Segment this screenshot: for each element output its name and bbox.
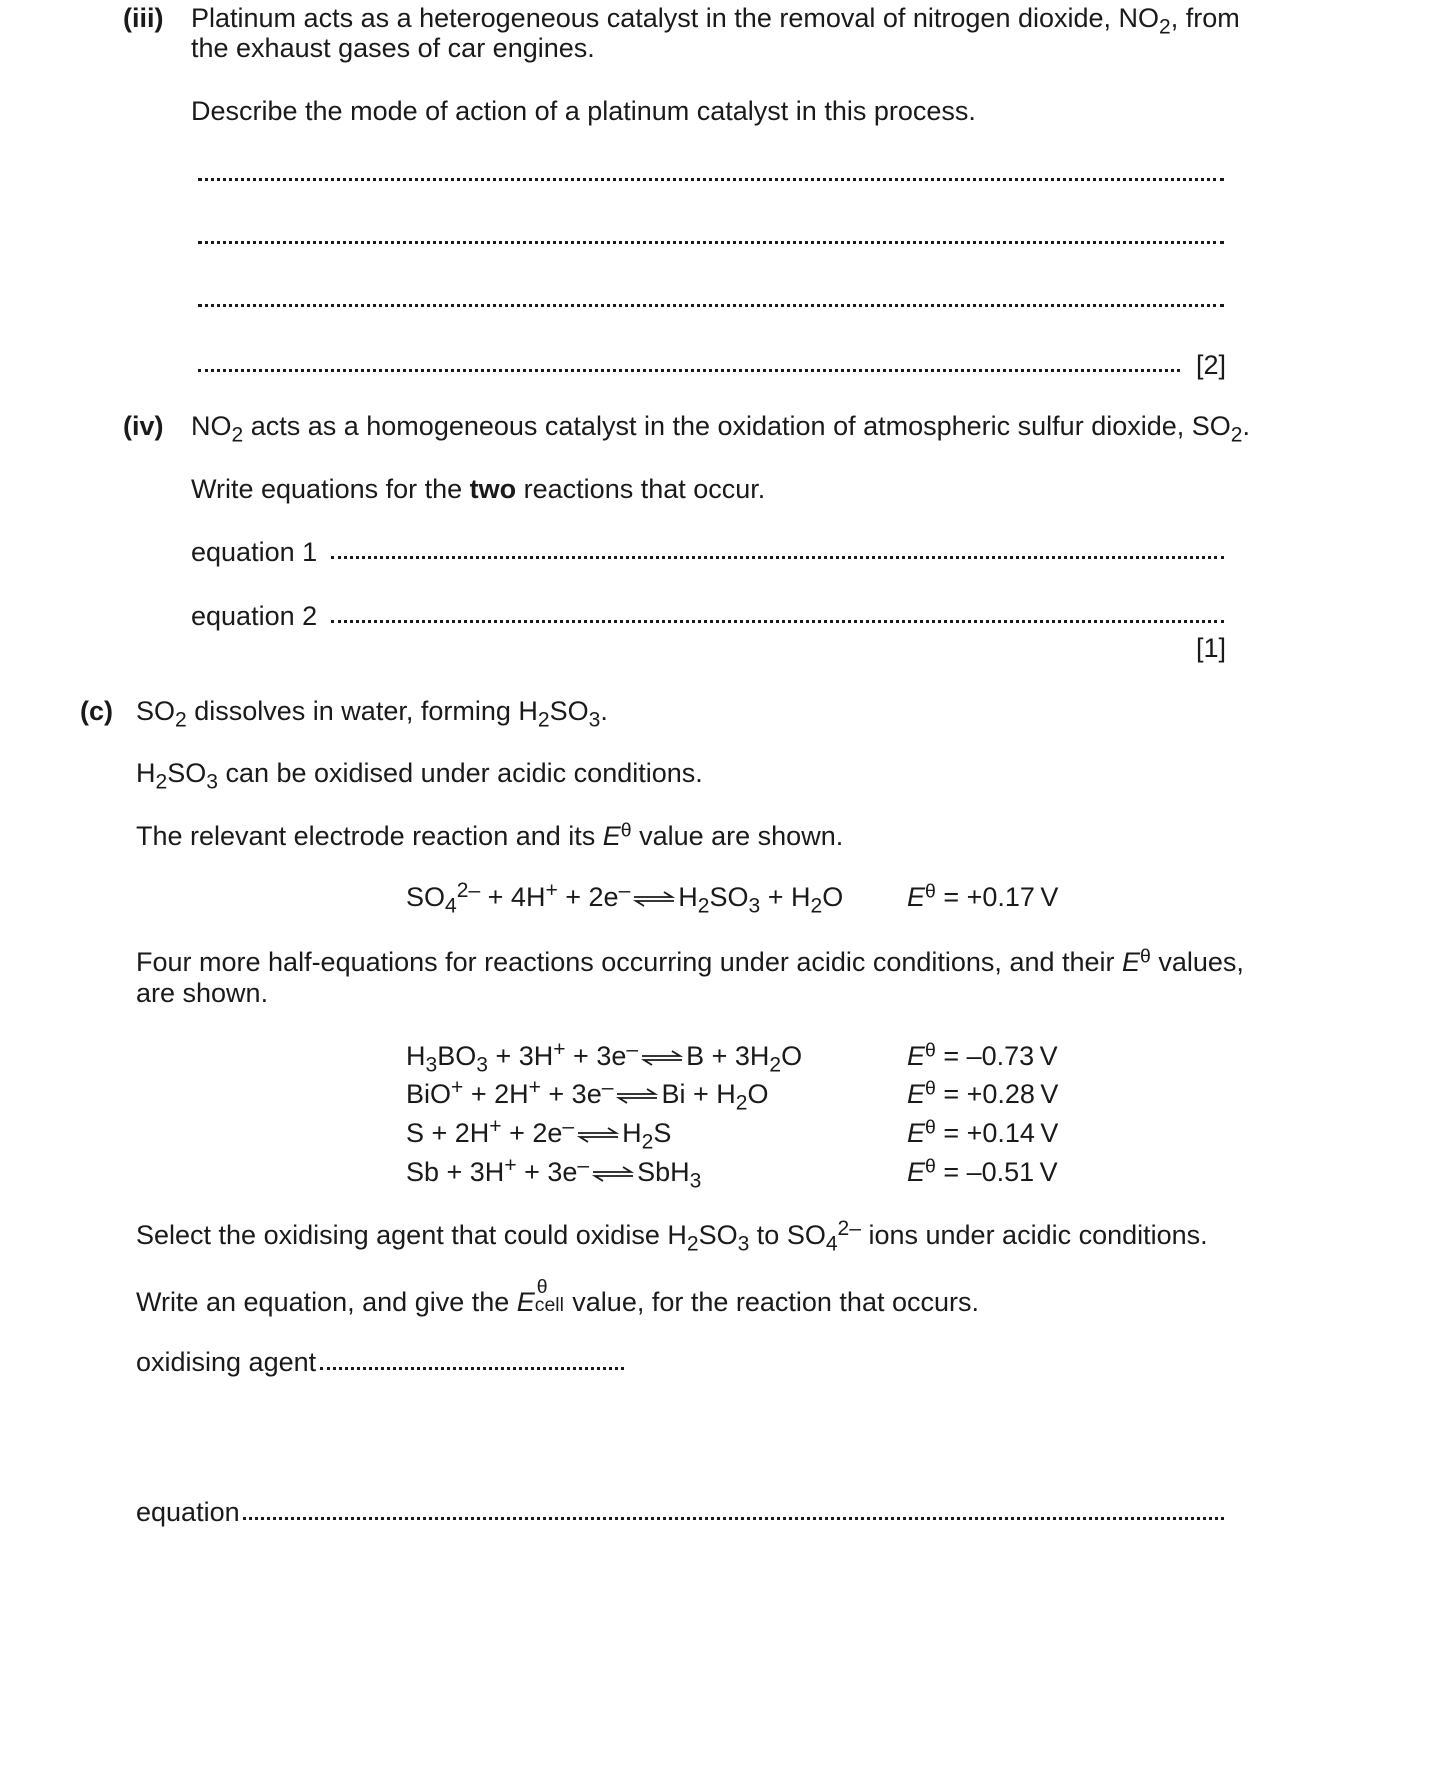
- equilibrium-arrow-icon: [615, 1088, 659, 1104]
- half-equation-boric-acid: $H_3BO_3 + 3H^+ + 3e^-$ $B + 3H_2O$: [406, 1038, 803, 1077]
- equation-1-answer-line[interactable]: [331, 556, 1224, 559]
- equation-2-label: equation 2: [191, 601, 318, 631]
- part-iv-question: Write equations for the two reactions that occur.: [191, 474, 766, 504]
- answer-line-iii-3[interactable]: [198, 304, 1224, 307]
- part-c-line2: $H_2SO_3$ can be oxidised under acidic conditions.: [136, 758, 703, 794]
- oxidising-agent-answer-line[interactable]: [320, 1367, 624, 1370]
- half-equation-antimony: Sb + 3H+ + 3e– SbH$_3$: [406, 1154, 702, 1193]
- e-value-antimony: $E^\theta = -0.51$ V: [907, 1155, 1058, 1187]
- half-equation-sulfur: S + 2H+ + 2e– $H_2S$: [406, 1115, 672, 1154]
- equilibrium-arrow-icon: [640, 1050, 684, 1066]
- part-iii-intro-line2: the exhaust gases of car engines.: [191, 33, 595, 63]
- part-c-select-question: Select the oxidising agent that could oxidise $H_2SO_3$ to $SO_4^{2-}$ ions under acidic conditions.: [136, 1217, 1208, 1256]
- part-c-line1: $SO_2$ dissolves in water, forming $H_2SO_3$.: [136, 696, 608, 732]
- part-c-line5: are shown.: [136, 978, 269, 1008]
- marks-iii: [2]: [1196, 350, 1227, 380]
- half-equation-bismuthyl: BiO+ + 2H+ + 3e– $Bi + H_2O$: [406, 1076, 769, 1115]
- part-iii-label: (iii): [123, 3, 164, 33]
- e-value-bismuthyl: $E^\theta = +0.28$ V: [907, 1077, 1059, 1109]
- answer-line-iii-4[interactable]: [198, 369, 1180, 372]
- e-value-sulfur: $E^\theta = +0.14$ V: [907, 1116, 1059, 1148]
- answer-line-iii-2[interactable]: [198, 241, 1224, 244]
- equation-answer-line[interactable]: [243, 1517, 1224, 1520]
- equilibrium-arrow-icon: [632, 891, 676, 907]
- main-half-equation: $SO_4^{2-} + 4H^+ + 2e^-$ $H_2SO_3 + H_2O$: [406, 879, 844, 918]
- marks-iv: [1]: [1196, 633, 1227, 663]
- equilibrium-arrow-icon: [591, 1166, 635, 1182]
- part-iv-label: (iv): [123, 411, 164, 441]
- part-iii-question: Describe the mode of action of a platinum catalyst in this process.: [191, 96, 976, 126]
- part-c-label: (c): [80, 696, 113, 726]
- main-e-value: $E^\theta = +0.17$ V: [907, 880, 1059, 912]
- oxidising-agent-label: oxidising agent: [136, 1347, 317, 1377]
- part-iv-intro: $NO_2$ acts as a homogeneous catalyst in the oxidation of atmospheric sulfur dioxide, $SO_2$.: [191, 411, 1250, 447]
- equation-2-answer-line[interactable]: [331, 620, 1224, 623]
- e-value-boric-acid: $E^\theta = -0.73$ V: [907, 1039, 1058, 1071]
- part-c-write-question: Write an equation, and give the E θ cell value, for the reaction that occurs.: [136, 1276, 979, 1317]
- equation-1-label: equation 1: [191, 537, 318, 567]
- answer-line-iii-1[interactable]: [198, 178, 1224, 181]
- part-iii-intro-line1: Platinum acts as a heterogeneous catalyst in the removal of nitrogen dioxide, $NO_2$, from: [191, 3, 1240, 39]
- part-c-line3: The relevant electrode reaction and its $E^\theta$ value are shown.: [136, 819, 844, 851]
- equilibrium-arrow-icon: [576, 1127, 620, 1143]
- equation-label: equation: [136, 1497, 240, 1527]
- part-c-line4: Four more half-equations for reactions occurring under acidic conditions, and their $E^\theta$ values,: [136, 945, 1244, 977]
